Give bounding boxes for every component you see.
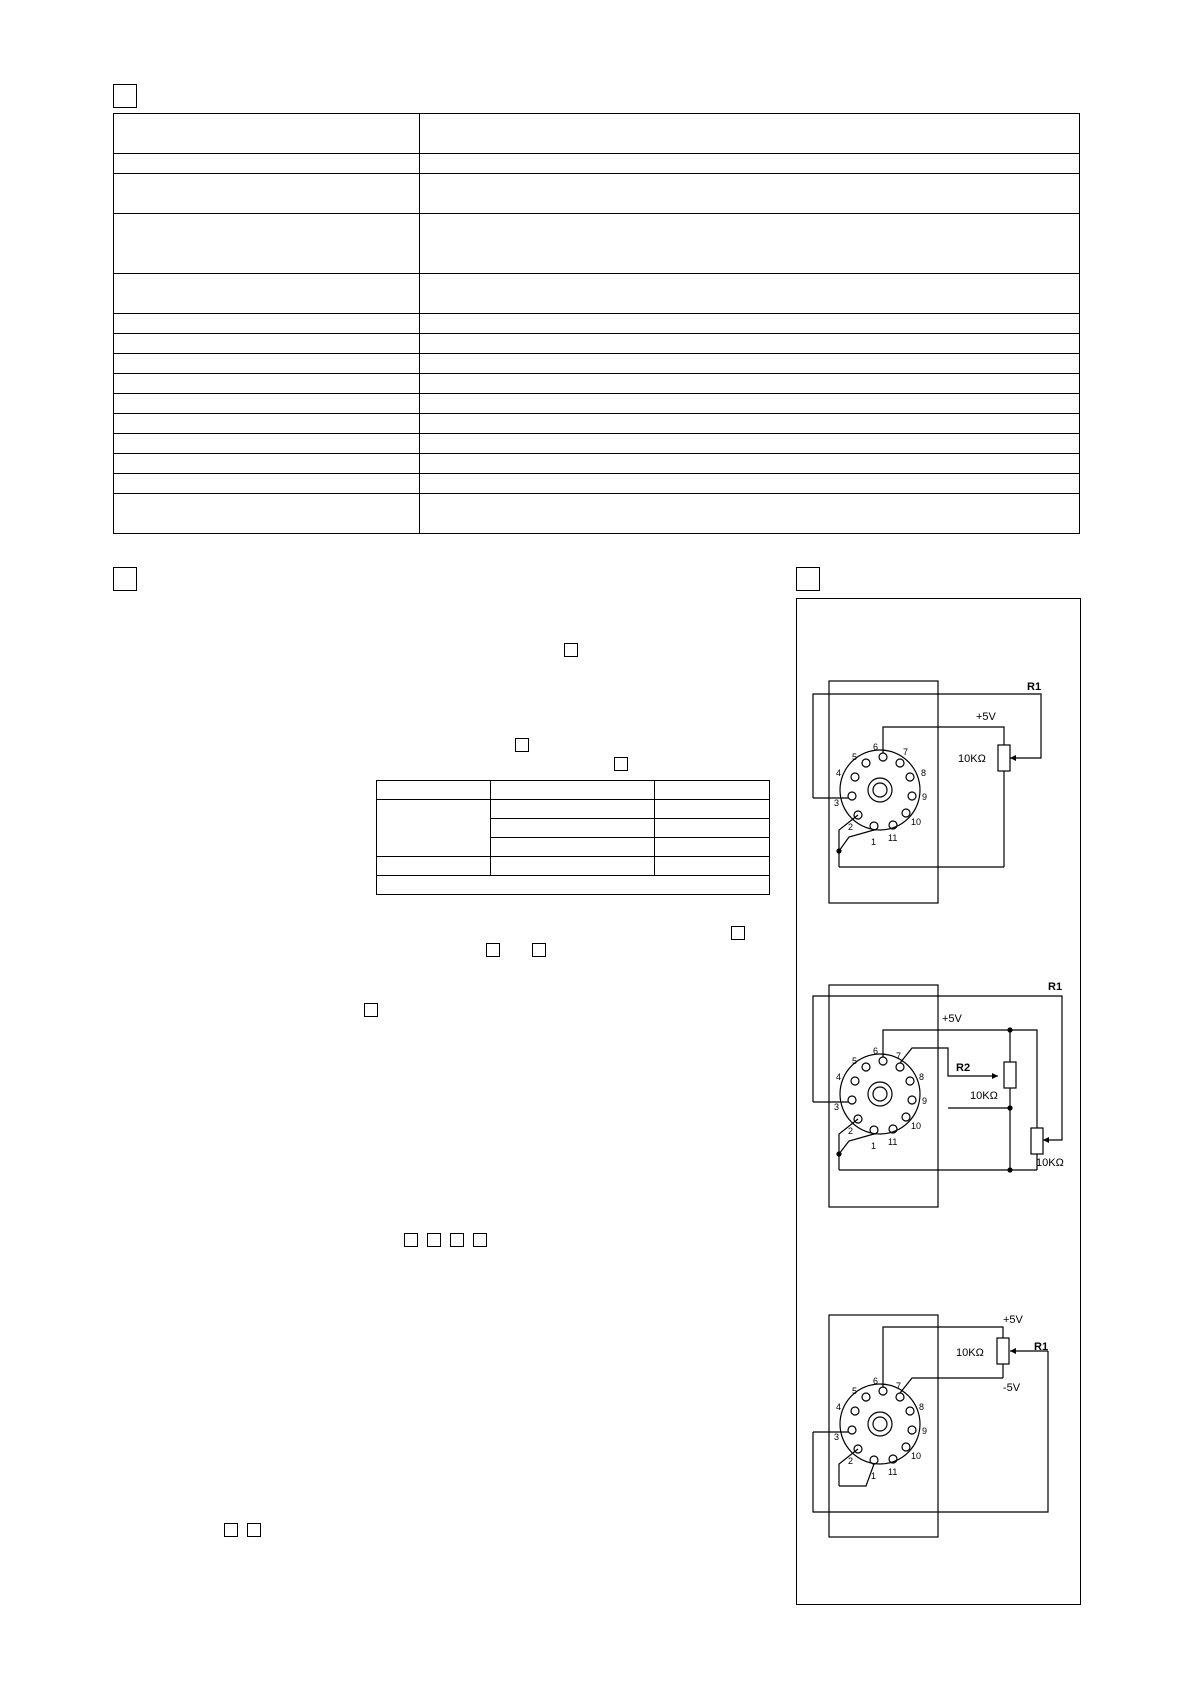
pin-label: 8 [921, 768, 927, 778]
resistor [1004, 1062, 1016, 1088]
pin-label: 6 [873, 1376, 879, 1386]
pin-hole [870, 1456, 878, 1464]
pin-label: 1 [871, 1141, 877, 1151]
junction [1008, 1168, 1012, 1172]
pin-label: 5 [852, 1386, 858, 1396]
pin-label: 2 [848, 1456, 854, 1466]
pin-label: 7 [896, 1051, 902, 1061]
pin-label: 5 [852, 752, 858, 762]
pin-hole [906, 1407, 914, 1415]
pin-hole [862, 759, 870, 767]
pin-hole [879, 1057, 887, 1065]
pin-hole [879, 1387, 887, 1395]
supply-neg-label: -5V [1003, 1382, 1021, 1394]
pin-hole [902, 1443, 910, 1451]
pin-hole [879, 753, 887, 761]
pin-label: 8 [919, 1402, 925, 1412]
pin-hole [902, 1113, 910, 1121]
resistor [1031, 1128, 1043, 1154]
r1-label: R1 [1034, 1341, 1049, 1353]
pin-label: 4 [836, 1402, 842, 1412]
supply-pos-label: +5V [1003, 1314, 1023, 1326]
pin-hole [906, 1077, 914, 1085]
pin-hole [848, 792, 856, 800]
supply-label: +5V [976, 711, 996, 723]
pin-label: 3 [834, 1102, 840, 1112]
pin-label: 11 [888, 1137, 898, 1147]
pin-label: 7 [903, 747, 909, 757]
socket-key [868, 778, 892, 802]
pin-hole [851, 1077, 859, 1085]
resistor [997, 1338, 1009, 1364]
pin-hole [908, 1096, 916, 1104]
pin-label: 2 [848, 1126, 854, 1136]
pin-hole [896, 1393, 904, 1401]
wiring-diagram-2 [813, 985, 1062, 1207]
wiring-diagram-3 [813, 1315, 1048, 1537]
pin-hole [902, 809, 910, 817]
r2-label: R2 [956, 1062, 971, 1074]
pin-hole [896, 759, 904, 767]
socket-key [868, 1412, 892, 1436]
diagram-2-labels [834, 981, 1064, 1169]
diagram-3-labels [834, 1314, 1048, 1481]
pin-label: 9 [922, 1096, 928, 1106]
socket-key [868, 1082, 892, 1106]
pin-hole [870, 822, 878, 830]
pin-label: 10 [911, 1121, 922, 1131]
pin-hole [851, 773, 859, 781]
supply-label: +5V [942, 1013, 962, 1025]
pin-label: 4 [836, 768, 842, 778]
pin-label: 11 [888, 833, 898, 843]
r1-label: R1 [1048, 981, 1063, 993]
r1-label: R1 [1027, 681, 1042, 693]
pin-label: 6 [873, 1046, 879, 1056]
pin-label: 3 [834, 1432, 840, 1442]
pin-label: 11 [888, 1467, 898, 1477]
socket-outline [840, 750, 920, 830]
pin-hole [862, 1063, 870, 1071]
resistor [998, 745, 1010, 771]
pin-label: 2 [848, 822, 854, 832]
pin-hole [848, 1426, 856, 1434]
pin-hole [906, 773, 914, 781]
pin-label: 10 [911, 817, 922, 827]
resistor-label: 10KΩ [956, 1347, 984, 1359]
pin-label: 4 [836, 1072, 842, 1082]
junction [837, 849, 841, 853]
socket-outline [840, 1384, 920, 1464]
pin-label: 10 [911, 1451, 922, 1461]
pin-hole [862, 1393, 870, 1401]
pin-hole [870, 1126, 878, 1134]
pin-label: 3 [834, 798, 840, 808]
junction [837, 1152, 841, 1156]
junction [1008, 1028, 1012, 1032]
pin-hole [908, 792, 916, 800]
pin-hole [896, 1063, 904, 1071]
pin-hole [848, 1096, 856, 1104]
resistor-label: 10KΩ [958, 753, 986, 765]
pin-label: 9 [922, 1426, 928, 1436]
pin-label: 7 [896, 1381, 902, 1391]
pin-label: 6 [873, 742, 879, 752]
pin-label: 9 [922, 792, 928, 802]
pin-label: 8 [919, 1072, 925, 1082]
socket-outline [840, 1054, 920, 1134]
pin-label: 5 [852, 1056, 858, 1066]
resistor-label: 10KΩ [970, 1090, 998, 1102]
pin-label: 1 [871, 1471, 877, 1481]
pin-hole [908, 1426, 916, 1434]
pin-label: 1 [871, 837, 877, 847]
pin-hole [851, 1407, 859, 1415]
resistor-label: 10KΩ [1036, 1157, 1064, 1169]
